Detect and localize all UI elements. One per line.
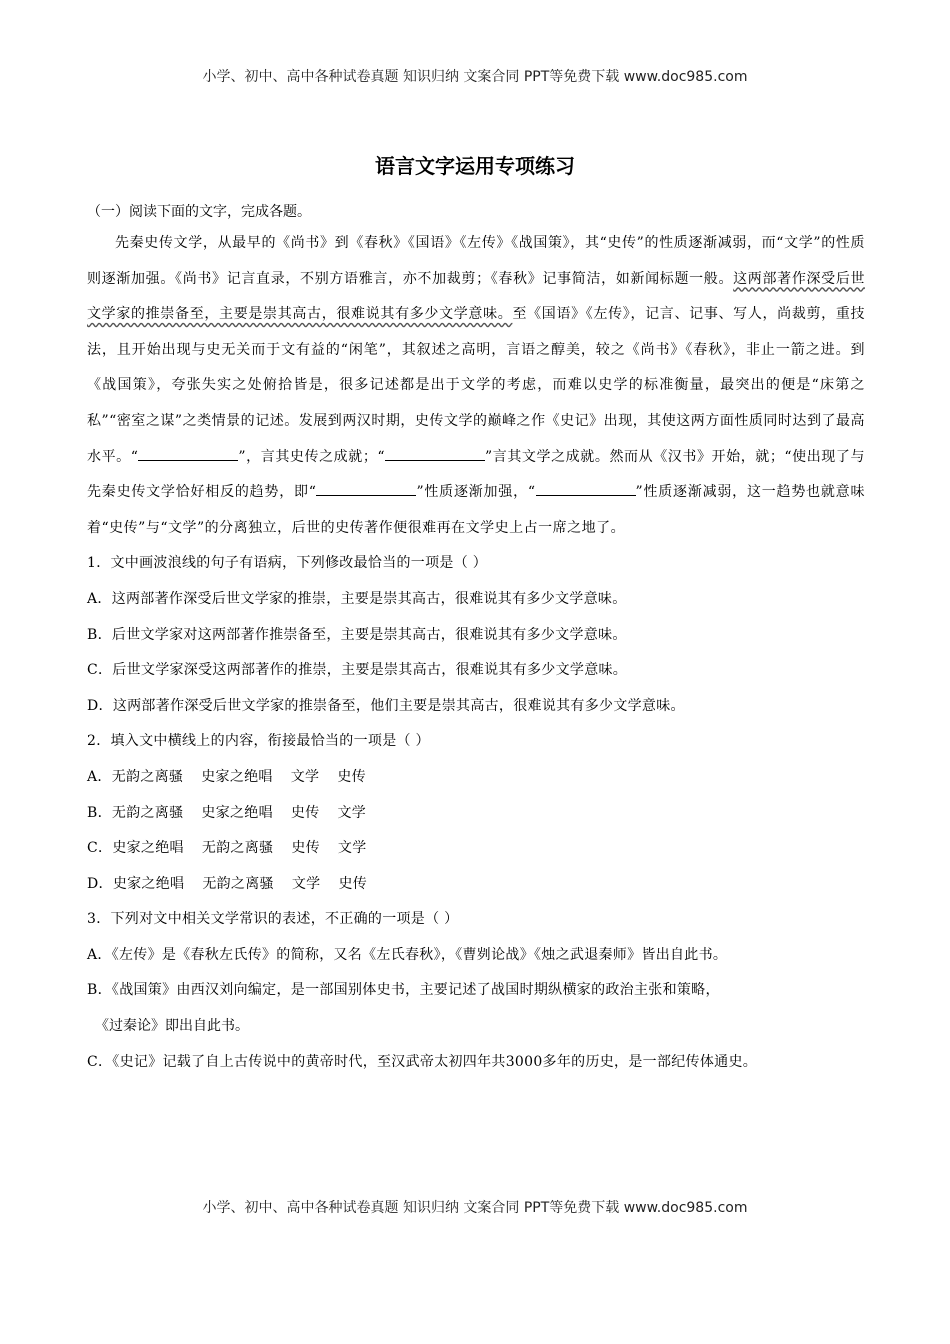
question-2-stem: 2．填入文中横线上的内容，衔接最恰当的一项是（ ） [87, 733, 430, 750]
question-1-stem: 1．文中画波浪线的句子有语病，下列修改最恰当的一项是（ ） [87, 555, 488, 572]
option-letter: A． [87, 768, 112, 785]
option-item: 史传 [338, 875, 368, 892]
question-2-option-c [87, 831, 865, 867]
section-intro: （一）阅读下面的文字，完成各题。 [87, 204, 311, 220]
option-item: 文学 [337, 804, 367, 821]
passage-text-6: ”性质逐渐减弱，这一趋势也就意味着“史传”与“文学”的分离独立，后世的史传著作便很难再在文学史上占一席之地了。 [87, 484, 865, 536]
passage-text-2: 至《国语》《左传》，记言、记事、写人，尚裁剪，重技法，且开始出现与史无关而于文有益的“闲笔”，其叙述之高明，言语之醇美，较之《尚书》《春秋》，非止一箭之进。到《战国策》，夸张失实之处俯拾皆是，很多记述都是出于文学的考虑，而难以史学的标准衡量，最突出的便是“床第之私”“密室之谋”之类情景的记述。发展到两汉时期，史传文学的巅峰之作《史记》出现，其使这两方面性质同时达到了最高水平。“ [87, 306, 866, 465]
option-item: 无韵之离骚 [201, 840, 274, 857]
page-header: 小学、初中、高中各种试卷真题 知识归纳 文案合同 PPT等免费下载 www.doc985.com [202, 69, 748, 85]
option-item: 史传 [291, 840, 320, 857]
page-footer: 小学、初中、高中各种试卷真题 知识归纳 文案合同 PPT等免费下载 www.doc985.com [202, 1200, 748, 1216]
question-1-option-c: C．后世文学家深受这两部著作的推崇，主要是崇其高古，很难说其有多少文学意味。 [87, 662, 628, 679]
option-item: 无韵之离骚 [111, 804, 184, 821]
wavy-underlined-sentence: 这两部著作深受后世文学家的推崇备至，主要是崇其高古，很难说其有多少文学意味。 [87, 270, 865, 323]
question-2-option-d [87, 867, 865, 903]
blank-4 [536, 481, 636, 496]
option-item: 文学 [291, 875, 321, 892]
option-item: 文学 [337, 840, 367, 857]
question-3-option-c: C．《史记》记载了自上古传说中的黄帝时代，至汉武帝太初四年共3000多年的历史，是一部纪传体通史。 [87, 1053, 758, 1070]
question-1-option-b: B．后世文学家对这两部著作推崇备至，主要是崇其高古，很难说其有多少文学意味。 [87, 626, 627, 643]
option-item: 史家之绝唱 [201, 804, 273, 821]
option-item: 史家之绝唱 [112, 840, 184, 857]
option-letter: C． [87, 840, 113, 857]
option-letter: B． [87, 804, 112, 821]
passage-text-4: ”言其文学之成就。然而从《汉书》开始，就；“使出现了与先秦史传文学恰好相反的趋势，即“ [87, 448, 865, 501]
question-1-option-d: D．这两部著作深受后世文学家的推崇备至，他们主要是崇其高古，很难说其有多少文学意味。 [87, 697, 685, 714]
passage-text-5: ”性质逐渐加强，“ [416, 484, 536, 501]
question-3-option-a: A．《左传》是《春秋左氏传》的简称，又名《左氏春秋》，《曹刿论战》《烛之武退秦师》皆出自此书。 [87, 946, 728, 963]
option-item: 史家之绝唱 [201, 768, 273, 785]
option-item: 史传 [337, 768, 366, 785]
document-body [87, 198, 865, 1080]
option-item: 文学 [290, 768, 320, 785]
question-1-option-a: A．这两部著作深受后世文学家的推崇，主要是崇其高古，很难说其有多少文学意味。 [87, 590, 627, 607]
passage-text-1: 先秦史传文学，从最早的《尚书》到《春秋》《国语》《左传》《战国策》，其“史传”的性质逐渐减弱，而“文学”的性质则逐渐加强。《尚书》记言直录，不别方语雅言，亦不加裁剪；《春秋》记事简洁，如新闻标题一般。 [87, 235, 865, 287]
question-3-option-b-continued: 《过秦论》即出自此书。 [95, 1018, 249, 1035]
option-item: 无韵之离骚 [111, 768, 184, 785]
blank-3 [316, 481, 416, 496]
question-2-option-b [87, 796, 865, 832]
option-item: 史传 [290, 804, 320, 821]
passage-text-3: ”，言其史传之成就；“ [238, 448, 386, 465]
blank-2 [385, 446, 485, 461]
page-title: 语言文字运用专项练习 [375, 154, 575, 178]
question-3-stem: 3．下列对文中相关文学常识的表述，不正确的一项是（ ） [87, 911, 459, 928]
blank-1 [138, 446, 238, 461]
option-item: 史家之绝唱 [112, 875, 185, 892]
option-item: 无韵之离骚 [202, 875, 274, 892]
reading-passage [87, 226, 865, 546]
question-2-option-a [87, 760, 865, 796]
option-letter: D． [87, 875, 113, 892]
question-3-option-b: B．《战国策》由西汉刘向编定，是一部国别体史书，主要记述了战国时期纵横家的政治主张和策略， [87, 982, 720, 999]
